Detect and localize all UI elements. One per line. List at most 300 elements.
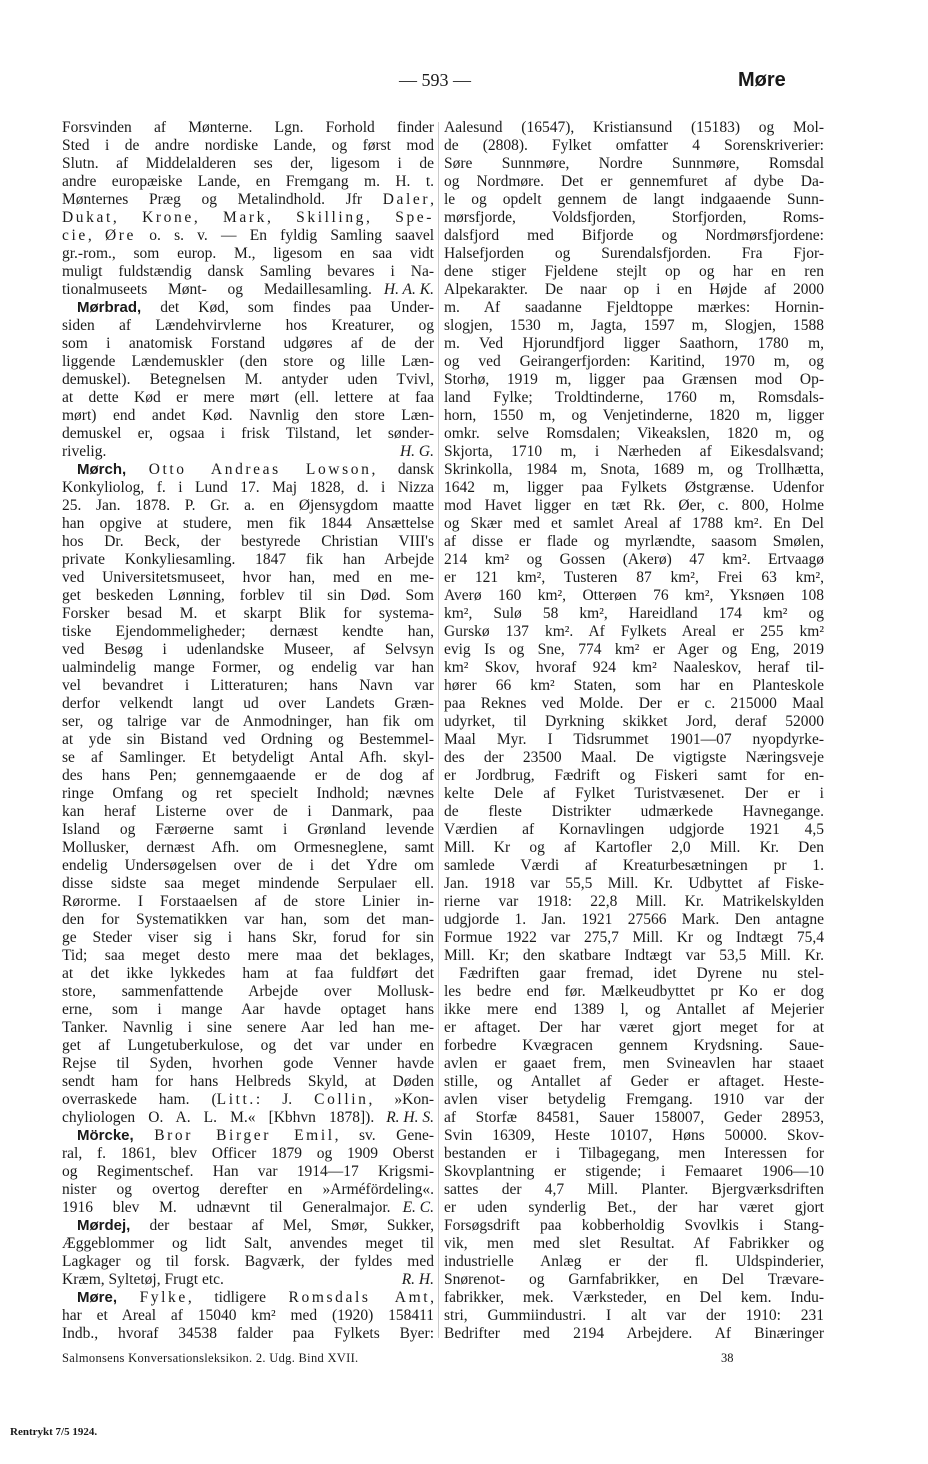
text-line	[444, 1019, 824, 1037]
text-line	[62, 497, 434, 515]
spaced-text: Litt.	[216, 1091, 256, 1108]
line-text	[62, 1091, 434, 1109]
text-line	[444, 1217, 824, 1235]
line-text: er Jordbrug, Fædrift og Fiskeri samt for en-	[444, 767, 824, 784]
text-line	[62, 641, 434, 659]
text-line	[444, 551, 824, 569]
text-line	[62, 659, 434, 677]
text-line	[444, 1307, 824, 1325]
text-line	[444, 407, 824, 425]
text-line	[62, 875, 434, 893]
line-text: Tanker. Navnlig i sine senere Aar led han me-	[62, 1019, 434, 1036]
text-segment: , dansk	[371, 461, 434, 478]
line-text: Rejse til Syden, hvorhen gode Venner havde	[62, 1055, 434, 1072]
text-line	[62, 407, 434, 425]
spaced-text: Otto Andreas Lowson	[148, 461, 372, 478]
text-line	[444, 497, 824, 515]
text-segment: o. s. v. — En fyldig Samling saavel	[136, 227, 434, 244]
text-line	[444, 947, 824, 965]
spaced-text: Fylke	[139, 1289, 188, 1306]
line-text: land Fylke; Troldtinderne, 1760 m, Romsdals-	[444, 389, 824, 406]
text-line	[62, 1307, 434, 1325]
line-text	[62, 299, 434, 317]
text-line	[444, 677, 824, 695]
line-text	[62, 1127, 434, 1145]
text-line	[444, 1127, 824, 1145]
text-line	[444, 1109, 824, 1127]
line-text: nister og overtog derefter en »Arméfördeling«.	[62, 1181, 434, 1198]
text-line	[444, 605, 824, 623]
author-signature: H. A. K.	[383, 281, 434, 298]
line-text: ser, og talrige var de Anmodninger, han fik om	[62, 713, 434, 730]
text-segment	[126, 461, 149, 478]
text-line	[62, 1055, 434, 1073]
line-text: Lagkager og til forsk. Bagværk, der fyldes med	[62, 1253, 434, 1270]
line-text: er aftaget. Der har været gjort meget for at	[444, 1019, 824, 1036]
line-text: avlen er gaaet frem, men Svineavlen har staaet	[444, 1055, 824, 1072]
line-text: stri, Gummiindustri. I alt var der 1910: 231	[444, 1307, 824, 1324]
line-text: hører 66 km² Staten, som har en Planteskole	[444, 677, 824, 694]
line-text: omkr. selve Romsdalen; Vikeakslen, 1820 m, og	[444, 425, 824, 442]
text-line	[62, 605, 434, 623]
text-line	[444, 1037, 824, 1055]
text-segment: ,	[266, 209, 297, 226]
text-line	[444, 1199, 824, 1217]
text-line	[444, 155, 824, 173]
line-text: Æggeblommer og lidt Salt, anvendes meget til	[62, 1235, 434, 1252]
text-line	[444, 767, 824, 785]
paragraph-start-line	[444, 965, 824, 983]
text-line	[62, 1001, 434, 1019]
line-text: og Skær med et samlet Areal af 1788 km². En Del	[444, 515, 824, 532]
text-line	[444, 1271, 824, 1289]
text-line	[62, 1235, 434, 1253]
line-text: le og opdelt gennem de langt indgaaende Sunn-	[444, 191, 824, 208]
text-line	[444, 317, 824, 335]
line-text: demuskel). Betegnelsen M. antyder uden Tvivl,	[62, 371, 434, 388]
text-line	[444, 1235, 824, 1253]
line-text: siden af Lændehvirvlerne hos Kreaturer, og	[62, 317, 434, 334]
line-text: stille, og Antallet af Geder er aftaget. Heste-	[444, 1073, 824, 1090]
line-text: og Nordmøre. Det er gennemfuret af dybe Da-	[444, 173, 824, 190]
line-text: Værdien af Kornavlingen udgjorde 1921 4,5	[444, 821, 824, 838]
spaced-text: Daler	[382, 191, 431, 208]
line-text: horn, 1550 m, og Venjetinderne, 1820 m, ligger	[444, 407, 824, 424]
line-text: sattes der 4,7 Mill. Planter. Bjergværksdriften	[444, 1181, 824, 1198]
line-text: og Regimentschef. Han var 1914—17 Krigsmi-	[62, 1163, 434, 1180]
text-line	[444, 263, 824, 281]
line-text: Kræm, Syltetøj, Frugt etc.	[62, 1271, 224, 1288]
text-line	[62, 443, 434, 461]
line-text: udgjorde 1. Jan. 1921 27566 Mark. Den antagne	[444, 911, 824, 928]
author-signature: R. H.	[401, 1271, 434, 1288]
line-text: Halsefjorden og Surendalsfjorden. Fra Fjor-	[444, 245, 824, 262]
line-text	[62, 1289, 434, 1307]
line-text: sendt ham for hans Helbreds Skyld, at Døden	[62, 1073, 434, 1090]
text-line	[62, 983, 434, 1001]
text-line	[444, 119, 824, 137]
spaced-text: Øre	[104, 227, 137, 244]
line-text: er 121 km², Tusteren 87 km², Frei 63 km²,	[444, 569, 824, 586]
text-line	[444, 425, 824, 443]
text-line	[444, 803, 824, 821]
line-text: Sted i de andre nordiske Lande, og først mod	[62, 137, 434, 154]
line-text: som i anatomisk Forstand udgøres af de der	[62, 335, 434, 352]
text-segment: overraskede ham. (	[62, 1091, 217, 1108]
text-line	[444, 713, 824, 731]
line-text: andre europæiske Lande, en Fremgang m. H. t.	[62, 173, 434, 190]
text-line	[62, 713, 434, 731]
line-text: ringe Omfang og ret specielt Indhold; nævnes	[62, 785, 434, 802]
line-text: 1916 blev M. udnævnt til Generalmajor.	[62, 1199, 391, 1216]
paragraph-start-line	[62, 461, 434, 479]
text-line	[62, 1109, 434, 1127]
text-line	[444, 335, 824, 353]
left-column	[62, 119, 434, 1343]
text-line	[444, 983, 824, 1001]
text-line	[444, 857, 824, 875]
line-text: Skjorta, 1710 m, i Nærheden af Eikesdalsvand;	[444, 443, 824, 460]
line-text: og ved Geirangerfjorden: Karitind, 1970 m, og	[444, 353, 824, 370]
text-line	[444, 1163, 824, 1181]
line-text: Mollusker, dernæst Afh. om Ormesneglene, samt	[62, 839, 434, 856]
line-text: Svin 16309, Heste 10107, Høns 50000. Skov-	[444, 1127, 824, 1144]
line-text: 25. Jan. 1878. P. Gr. a. en Øjensygdom maatte	[62, 497, 434, 514]
text-line	[444, 749, 824, 767]
headword: Mørbrad,	[77, 299, 142, 316]
line-text: ge Steder viser sig i hans Skr, forud for sin	[62, 929, 434, 946]
text-line	[62, 821, 434, 839]
line-text: avlen viser betydelig Fremgang. 1910 var der	[444, 1091, 824, 1108]
text-segment: ,	[430, 1289, 434, 1306]
text-segment: Mønternes Præg og Metalindhold. Jfr	[62, 191, 383, 208]
line-text: Alpekarakter. De naar op i en Højde af 2000	[444, 281, 824, 298]
line-text: ualmindelig mange Former, og endelig var han	[62, 659, 434, 676]
line-text: Rørorme. I Forstaaelsen af de store Linier in-	[62, 893, 434, 910]
line-text: les bedre end før. Mælkeudbyttet pr Ko er dog	[444, 983, 824, 1000]
text-line	[62, 515, 434, 533]
text-line	[62, 929, 434, 947]
line-text: af disse er flade og myrlændte, saasom Smølen,	[444, 533, 824, 550]
line-text: Tid; saa meget desto mere maa det beklages,	[62, 947, 434, 964]
line-text: Forsvinden af Mønterne. Lgn. Forhold finder	[62, 119, 434, 136]
text-line	[444, 821, 824, 839]
paragraph-start-line	[62, 1217, 434, 1235]
line-text: kelte Dele af Fylket Turistvæsenet. Der er i	[444, 785, 824, 802]
text-line	[444, 1325, 824, 1343]
line-text: m. Ved Hjorundfjord ligger Saathorn, 1780 m,	[444, 335, 824, 352]
text-segment: , »Kon-	[368, 1091, 434, 1108]
line-text: se af Samlinger. Et betydeligt Antal Afh. skyl-	[62, 749, 434, 766]
line-text: kan heraf Listerne over de i Danmark, paa	[62, 803, 434, 820]
line-text: Averø 160 km², Otterøen 76 km², Yksnøen 108	[444, 587, 824, 604]
paragraph-start-line	[62, 299, 434, 317]
text-line	[62, 263, 434, 281]
text-line	[444, 641, 824, 659]
text-line	[62, 731, 434, 749]
line-text: Formue 1922 var 275,7 Mill. Kr og Indtægt 75,4	[444, 929, 824, 946]
column-rule	[438, 122, 439, 1338]
text-line	[62, 911, 434, 929]
line-text: derfor velkendt langt ud over Landets Græn-	[62, 695, 434, 712]
line-text: liggende Lændemuskler (den store og lille Læn-	[62, 353, 434, 370]
text-line	[444, 1091, 824, 1109]
right-column	[444, 119, 824, 1343]
line-text: de fleste Distrikter udmærkede Havnegange.	[444, 803, 824, 820]
text-line	[62, 1073, 434, 1091]
line-text: dalsfjord med Bifjorde og Nordmørsfjordene:	[444, 227, 824, 244]
line-text: Storhø, 1919 m, ligger paa Grænsen mod Op-	[444, 371, 824, 388]
line-text: fabrikker, mek. Værksteder, en Del kem. Indu-	[444, 1289, 824, 1306]
text-line	[62, 1325, 434, 1343]
author-signature: E. C.	[402, 1199, 434, 1216]
line-text: demuskel er, ogsaa i frisk Tilstand, let sønder-	[62, 425, 434, 442]
paragraph-start-line	[62, 1127, 434, 1145]
line-text: ved Besøg i udenlandske Museer, af Selvsyn	[62, 641, 434, 658]
text-line	[62, 425, 434, 443]
line-text: rierne var 1918: 22,8 Mill. Kr. Matrikelskylden	[444, 893, 824, 910]
line-text: 1642 m, ligger paa Fylkets Østgrænse. Udenfor	[444, 479, 824, 496]
running-title: Møre	[738, 69, 786, 91]
text-line	[62, 245, 434, 263]
text-line	[62, 677, 434, 695]
text-line	[62, 1019, 434, 1037]
line-text: hos Dr. Beck, der bestyrede Christian VIII's	[62, 533, 434, 550]
line-text: er uden synderlig Bet., der har været gjort	[444, 1199, 824, 1216]
line-text: de (2808). Fylket omfatter 4 Sorenskriverier:	[444, 137, 824, 154]
line-text: Fædriften gaar fremad, idet Dyrene nu stel-	[459, 965, 824, 982]
text-line	[62, 1037, 434, 1055]
imprint-note: Rentrykt 7/5 1924.	[10, 1426, 98, 1438]
line-text: samlede Værdi af Kreaturbesætningen pr 1.	[444, 857, 824, 874]
text-segment: , sv. Gene-	[334, 1127, 434, 1144]
text-line	[62, 173, 434, 191]
text-line	[444, 173, 824, 191]
text-line	[62, 1145, 434, 1163]
line-text: store, sammenfattende Arbejde over Mollusk-	[62, 983, 434, 1000]
text-line	[62, 191, 434, 209]
text-segment: ,	[366, 209, 396, 226]
line-text	[62, 1217, 434, 1235]
text-line	[62, 155, 434, 173]
text-line	[444, 461, 824, 479]
text-segment: ,	[430, 191, 434, 208]
line-text	[62, 191, 434, 209]
text-line	[444, 875, 824, 893]
line-text: dene stiger Fjeldene stejlt op og har en ren	[444, 263, 824, 280]
line-text: m. Af saadanne Fjeldtoppe mærkes: Hornin-	[444, 299, 824, 316]
text-line	[444, 839, 824, 857]
text-segment	[117, 1289, 140, 1306]
author-signature: H. G.	[399, 443, 434, 460]
line-text: slogjen, 1530 m, Jagta, 1597 m, Slogjen, 1588	[444, 317, 824, 334]
text-line	[444, 1289, 824, 1307]
line-text: Bedrifter med 2194 Arbejdere. Af Binæringer	[444, 1325, 824, 1342]
line-text: at yde sin Bistand ved Ordning og Bestemmel-	[62, 731, 434, 748]
text-line	[444, 731, 824, 749]
line-text: han opgive at studere, men fik 1844 Ansættelse	[62, 515, 434, 532]
text-line	[62, 533, 434, 551]
line-text: vik, men med slet Resultat. Af Fabrikker og	[444, 1235, 824, 1252]
text-line	[62, 371, 434, 389]
line-text: tiske Ejendommeligheder; dernæst kendte han,	[62, 623, 434, 640]
line-text: gr.-rom., som europ. M., ligesom en saa vidt	[62, 245, 434, 262]
text-line	[62, 695, 434, 713]
text-line	[62, 479, 434, 497]
text-line	[444, 569, 824, 587]
line-text: Forsøgsdrift paa kobberholdig Svovlkis i Stang-	[444, 1217, 824, 1234]
text-line	[444, 659, 824, 677]
line-text: evig Is og Sne, 774 km² er Ager og Eng, 2019	[444, 641, 824, 658]
text-line	[444, 587, 824, 605]
text-segment: ,	[112, 209, 143, 226]
line-text: Skovplantning er stigende; i Femaaret 1906—10	[444, 1163, 824, 1180]
spaced-text: Spe-	[395, 209, 434, 226]
spaced-text: Collin	[314, 1091, 369, 1108]
text-line	[444, 929, 824, 947]
line-text: at det ikke lykkedes ham at faa fuldført det	[62, 965, 434, 982]
spaced-text: Dukat	[62, 209, 113, 226]
text-segment: , tidligere	[187, 1289, 289, 1306]
text-line	[444, 137, 824, 155]
text-line	[444, 911, 824, 929]
text-line	[62, 587, 434, 605]
text-segment: der bestaar af Mel, Smør, Sukker,	[130, 1217, 434, 1234]
line-text: get af Lungetuberkulose, og det var under en	[62, 1037, 434, 1054]
line-text	[62, 227, 434, 245]
headword: Mörcke,	[77, 1127, 134, 1144]
text-line	[62, 857, 434, 875]
line-text: paa Reknes ved Molde. Der er c. 215000 Maal	[444, 695, 824, 712]
line-text	[62, 461, 434, 479]
text-line	[62, 947, 434, 965]
text-line	[444, 893, 824, 911]
text-line	[62, 353, 434, 371]
text-segment: : J.	[255, 1091, 315, 1108]
spaced-text: Skilling	[296, 209, 367, 226]
line-text: private Konkyliesamling. 1847 fik han Arbejde	[62, 551, 434, 568]
text-line	[444, 515, 824, 533]
text-line	[444, 443, 824, 461]
spaced-text: Bror Birger Emil	[154, 1127, 335, 1144]
text-line	[62, 137, 434, 155]
line-text: Søre Sunnmøre, Nordre Sunnmøre, Romsdal	[444, 155, 824, 172]
text-line	[444, 1253, 824, 1271]
line-text: km², Sulø 58 km², Hareidland 174 km² og	[444, 605, 824, 622]
line-text: disse sidste saa meget mindende Serpulaer ell.	[62, 875, 434, 892]
line-text: at dette Kød er mere mørt (ell. lettere at faa	[62, 389, 434, 406]
text-line	[444, 1145, 824, 1163]
text-line	[62, 1253, 434, 1271]
text-line	[444, 353, 824, 371]
text-line	[444, 1055, 824, 1073]
line-text: chyliologen O. A. L. M.« [Kbhvn 1878]).	[62, 1109, 375, 1126]
text-line	[62, 569, 434, 587]
spaced-text: Mark	[222, 209, 267, 226]
line-text: rivelig.	[62, 443, 107, 460]
line-text: forbedre Kvægracen gennem Krydsning. Saue-	[444, 1037, 824, 1054]
line-text: mod Havet ligger en tæt Rk. Øer, c. 800, Holme	[444, 497, 824, 514]
line-text: erne, som i mange Aar havde optaget hans	[62, 1001, 434, 1018]
line-text: af Storfæ 84581, Sauer 158007, Geder 28953,	[444, 1109, 824, 1126]
footer-sheet-number: 38	[721, 1351, 734, 1365]
headword: Møre,	[77, 1289, 118, 1306]
text-line	[62, 1181, 434, 1199]
line-text: udyrket, til Dyrkning skikket Jord, deraf 52000	[444, 713, 824, 730]
line-text: Aalesund (16547), Kristiansund (15183) og Mol-	[444, 119, 824, 136]
text-line	[444, 281, 824, 299]
text-line	[444, 1181, 824, 1199]
line-text: Konkyliolog, f. i Lund 17. Maj 1828, d. i Nizza	[62, 479, 434, 496]
text-line	[62, 749, 434, 767]
text-line	[444, 785, 824, 803]
text-line	[62, 209, 434, 227]
text-line	[444, 695, 824, 713]
line-text: industrielle Anlæg er der fl. Uldspinderier,	[444, 1253, 824, 1270]
line-text: endelig Undersøgelsen over de i det Ydre om	[62, 857, 434, 874]
line-text: muligt fuldstændig dansk Samling bevares i Na-	[62, 263, 434, 280]
footer-source: Salmonsens Konversationsleksikon. 2. Udg. Bind XVII.	[62, 1351, 359, 1365]
text-line	[62, 1199, 434, 1217]
text-line	[62, 551, 434, 569]
text-line	[444, 1001, 824, 1019]
text-line	[62, 767, 434, 785]
line-text: 214 km² og Gossen (Akerø) 47 km². Ertvaagø	[444, 551, 824, 568]
line-text: des der 23500 Maal. De vigtigste Næringsveje	[444, 749, 824, 766]
text-line	[62, 785, 434, 803]
text-line	[62, 1271, 434, 1289]
spaced-text: Krone	[142, 209, 194, 226]
line-text: vel bevandret i Litteraturen; hans Navn var	[62, 677, 434, 694]
line-text: mørt) end andet Kød. Navnlig den store Læn-	[62, 407, 434, 424]
line-text: ved Universitetsmuseet, hvor han, med en me-	[62, 569, 434, 586]
text-segment	[134, 1127, 155, 1144]
text-line	[62, 119, 434, 137]
page-number: — 593 —	[399, 70, 471, 90]
text-segment: ,	[87, 227, 105, 244]
line-text: Gurskø 137 km². Af Fylkets Areal er 255 km²	[444, 623, 824, 640]
line-text: km² Skov, hvoraf 924 km² Naaleskov, heraf til-	[444, 659, 824, 676]
line-text: Forsker besad M. et skarpt Blik for systema-	[62, 605, 434, 622]
text-line	[62, 335, 434, 353]
text-line	[444, 227, 824, 245]
spaced-text: cie	[62, 227, 88, 244]
line-text: mørsfjorde, Voldsfjorden, Storfjorden, Roms-	[444, 209, 824, 226]
text-line	[62, 281, 434, 299]
line-text: ral, f. 1861, blev Officer 1879 og 1909 Oberst	[62, 1145, 434, 1162]
line-text: har et Areal af 15040 km² med (1920) 158411	[62, 1307, 434, 1324]
text-line	[62, 1091, 434, 1109]
line-text: Slutn. af Middelalderen ses der, ligesom i de	[62, 155, 434, 172]
text-line	[444, 371, 824, 389]
text-line	[62, 317, 434, 335]
line-text: Mill. Kr; den skatbare Indtægt var 53,5 Mill. Kr.	[444, 947, 824, 964]
text-line	[444, 209, 824, 227]
text-segment: det Kød, som findes paa Under-	[141, 299, 434, 316]
text-line	[444, 533, 824, 551]
line-text: tionalmuseets Mønt- og Medaillesamling.	[62, 281, 372, 298]
text-line	[444, 299, 824, 317]
text-line	[62, 893, 434, 911]
line-text: Mill. Kr og af Kartofler 2,0 Mill. Kr. Den	[444, 839, 824, 856]
line-text: Maal Myr. I Tidsrummet 1901—07 nyopdyrke-	[444, 731, 824, 748]
line-text: Indb., hvoraf 34538 falder paa Fylkets Byer:	[62, 1325, 434, 1342]
text-line	[62, 965, 434, 983]
author-signature: R. H. S.	[386, 1109, 434, 1126]
text-line	[62, 803, 434, 821]
line-text: Skrinkolla, 1984 m, Snota, 1689 m, og Trollhætta,	[444, 461, 824, 478]
text-line	[444, 389, 824, 407]
